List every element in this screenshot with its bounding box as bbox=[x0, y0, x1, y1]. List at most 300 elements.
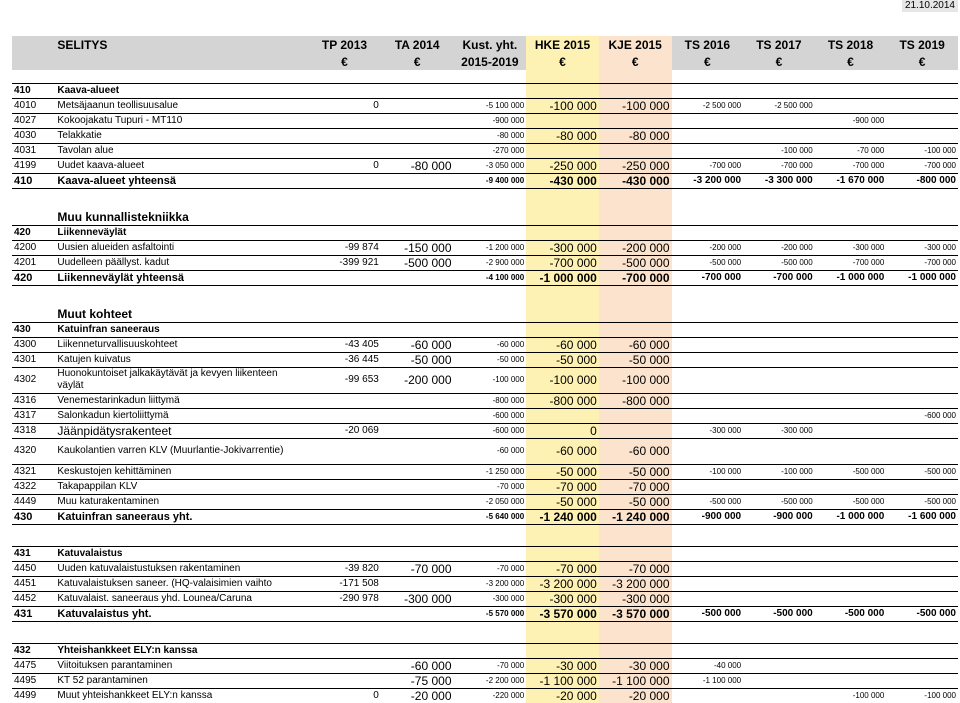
row-code: 4322 bbox=[12, 479, 55, 494]
cell-ts2018 bbox=[815, 561, 887, 576]
cell-ts2018 bbox=[815, 438, 887, 464]
cell-ts2016: -500 000 bbox=[672, 494, 744, 509]
cell-hke2015 bbox=[526, 113, 599, 128]
cell-tp2013 bbox=[308, 494, 381, 509]
cell-kust: -9 400 000 bbox=[454, 173, 527, 188]
group-code: 420 bbox=[12, 225, 55, 240]
row-code: 430 bbox=[12, 509, 55, 524]
group-title: Katuinfran saneeraus bbox=[55, 322, 308, 337]
cell-ts2017: -200 000 bbox=[743, 240, 815, 255]
cell-kje2015: -1 240 000 bbox=[599, 509, 672, 524]
cell-tp2013: 0 bbox=[308, 688, 381, 703]
cell-kust: -50 000 bbox=[454, 352, 527, 367]
cell-kje2015: -70 000 bbox=[599, 561, 672, 576]
cell-ts2017: -500 000 bbox=[743, 606, 815, 621]
budget-table bbox=[12, 36, 958, 703]
cell-kust: -60 000 bbox=[454, 438, 527, 464]
total-row bbox=[12, 606, 958, 621]
group-heading-row bbox=[12, 643, 958, 658]
cell-ts2016 bbox=[672, 688, 744, 703]
cell-ts2017 bbox=[743, 408, 815, 423]
cell-tp2013 bbox=[308, 606, 381, 621]
cell-kje2015: -80 000 bbox=[599, 128, 672, 143]
row-code: 4320 bbox=[12, 438, 55, 464]
row-description: Katujen kuivatus bbox=[55, 352, 308, 367]
cell-ts2019 bbox=[886, 576, 958, 591]
cell-kust: -5 640 000 bbox=[454, 509, 527, 524]
cell-ts2016: -3 200 000 bbox=[672, 173, 744, 188]
cell-ts2018 bbox=[815, 98, 887, 113]
euro-unit: € bbox=[599, 53, 672, 70]
cell-kust: -220 000 bbox=[454, 688, 527, 703]
group-heading-row bbox=[12, 546, 958, 561]
cell-ts2019: -500 000 bbox=[886, 494, 958, 509]
cell-ts2017: -100 000 bbox=[743, 143, 815, 158]
cell-ts2018 bbox=[815, 673, 887, 688]
euro-unit: € bbox=[886, 53, 958, 70]
cell-hke2015: -20 000 bbox=[526, 688, 599, 703]
cell-ts2016: -700 000 bbox=[672, 270, 744, 285]
cell-kust: -70 000 bbox=[454, 479, 527, 494]
cell-ts2018 bbox=[815, 352, 887, 367]
cell-ts2018: -500 000 bbox=[815, 606, 887, 621]
cell-ts2016: -300 000 bbox=[672, 423, 744, 438]
table-row bbox=[12, 658, 958, 673]
cell-ts2018 bbox=[815, 423, 887, 438]
cell-kje2015 bbox=[599, 143, 672, 158]
cell-ts2019: -100 000 bbox=[886, 143, 958, 158]
cell-kust: -5 100 000 bbox=[454, 98, 527, 113]
cell-ts2017 bbox=[743, 113, 815, 128]
table-row bbox=[12, 393, 958, 408]
header-ts2018: TS 2018 bbox=[815, 36, 887, 53]
cell-tp2013 bbox=[308, 128, 381, 143]
row-description: Katuvalaist. saneeraus yhd. Lounea/Caruna bbox=[55, 591, 308, 606]
cell-ts2018: -700 000 bbox=[815, 255, 887, 270]
euro-unit: € bbox=[308, 53, 381, 70]
cell-tp2013: 0 bbox=[308, 158, 381, 173]
header-kje2015: KJE 2015 bbox=[599, 36, 672, 53]
row-code: 4499 bbox=[12, 688, 55, 703]
cell-kust: -270 000 bbox=[454, 143, 527, 158]
cell-kje2015 bbox=[599, 423, 672, 438]
cell-kje2015: -60 000 bbox=[599, 438, 672, 464]
row-code: 420 bbox=[12, 270, 55, 285]
cell-tp2013: -43 405 bbox=[308, 337, 381, 352]
cell-ts2016 bbox=[672, 576, 744, 591]
row-code: 4300 bbox=[12, 337, 55, 352]
header-selitys: SELITYS bbox=[55, 36, 308, 53]
cell-ta2014 bbox=[381, 464, 454, 479]
row-code: 4201 bbox=[12, 255, 55, 270]
cell-ts2017: -700 000 bbox=[743, 270, 815, 285]
cell-ts2018: -70 000 bbox=[815, 143, 887, 158]
group-title: Katuvalaistus bbox=[55, 546, 308, 561]
cell-ts2019 bbox=[886, 591, 958, 606]
cell-ta2014: -70 000 bbox=[381, 561, 454, 576]
cell-hke2015: -1 100 000 bbox=[526, 673, 599, 688]
cell-ts2016 bbox=[672, 128, 744, 143]
cell-ta2014: -50 000 bbox=[381, 352, 454, 367]
cell-ts2017 bbox=[743, 561, 815, 576]
cell-kje2015: -200 000 bbox=[599, 240, 672, 255]
cell-tp2013: -399 921 bbox=[308, 255, 381, 270]
cell-kust: -300 000 bbox=[454, 591, 527, 606]
group-title: Liikenneväylät bbox=[55, 225, 308, 240]
cell-ts2018: -100 000 bbox=[815, 688, 887, 703]
cell-ts2019 bbox=[886, 367, 958, 393]
row-code: 4318 bbox=[12, 423, 55, 438]
header-ts2019: TS 2019 bbox=[886, 36, 958, 53]
header-row-units bbox=[12, 53, 958, 70]
table-row bbox=[12, 98, 958, 113]
cell-ta2014: -75 000 bbox=[381, 673, 454, 688]
cell-hke2015: -3 200 000 bbox=[526, 576, 599, 591]
cell-ts2017: -900 000 bbox=[743, 509, 815, 524]
row-code: 4317 bbox=[12, 408, 55, 423]
cell-tp2013: -20 069 bbox=[308, 423, 381, 438]
cell-ts2019 bbox=[886, 337, 958, 352]
table-row bbox=[12, 438, 958, 464]
row-code: 4301 bbox=[12, 352, 55, 367]
cell-ts2016: -1 100 000 bbox=[672, 673, 744, 688]
row-description: Metsäjaanun teollisuusalue bbox=[55, 98, 308, 113]
cell-kje2015: -20 000 bbox=[599, 688, 672, 703]
cell-ts2016 bbox=[672, 113, 744, 128]
row-code: 4027 bbox=[12, 113, 55, 128]
cell-kust: -1 200 000 bbox=[454, 240, 527, 255]
cell-kust: -2 050 000 bbox=[454, 494, 527, 509]
cell-kje2015 bbox=[599, 113, 672, 128]
spacer-row bbox=[12, 524, 958, 546]
cell-ts2019 bbox=[886, 479, 958, 494]
cell-ts2019 bbox=[886, 438, 958, 464]
table-row bbox=[12, 591, 958, 606]
cell-ts2018 bbox=[815, 408, 887, 423]
cell-tp2013: -99 874 bbox=[308, 240, 381, 255]
cell-ts2019 bbox=[886, 673, 958, 688]
cell-kje2015: -500 000 bbox=[599, 255, 672, 270]
cell-ts2017 bbox=[743, 673, 815, 688]
section-heading-row bbox=[12, 210, 958, 225]
table-row bbox=[12, 352, 958, 367]
cell-kust: -100 000 bbox=[454, 367, 527, 393]
row-code: 4031 bbox=[12, 143, 55, 158]
cell-tp2013 bbox=[308, 173, 381, 188]
cell-ts2018: -300 000 bbox=[815, 240, 887, 255]
row-description: Muut yhteishankkeet ELY:n kanssa bbox=[55, 688, 308, 703]
cell-tp2013 bbox=[308, 479, 381, 494]
cell-kje2015: -50 000 bbox=[599, 352, 672, 367]
cell-ta2014: -20 000 bbox=[381, 688, 454, 703]
cell-ts2019 bbox=[886, 352, 958, 367]
cell-ts2017: -2 500 000 bbox=[743, 98, 815, 113]
row-description: Keskustojen kehittäminen bbox=[55, 464, 308, 479]
cell-kust: -2 200 000 bbox=[454, 673, 527, 688]
group-heading-row bbox=[12, 83, 958, 98]
row-code: 4449 bbox=[12, 494, 55, 509]
spacer-row bbox=[12, 70, 958, 83]
group-heading-row bbox=[12, 225, 958, 240]
cell-ts2018 bbox=[815, 128, 887, 143]
group-code: 431 bbox=[12, 546, 55, 561]
row-description: Katuvalaistuksen saneer. (HQ-valaisimien vaihto bbox=[55, 576, 308, 591]
cell-hke2015: -70 000 bbox=[526, 479, 599, 494]
cell-ts2019: -800 000 bbox=[886, 173, 958, 188]
euro-unit: € bbox=[815, 53, 887, 70]
cell-ts2019: -1 600 000 bbox=[886, 509, 958, 524]
cell-ts2018: -1 670 000 bbox=[815, 173, 887, 188]
cell-ts2016: -500 000 bbox=[672, 606, 744, 621]
row-description: Muu katurakentaminen bbox=[55, 494, 308, 509]
cell-ts2016 bbox=[672, 591, 744, 606]
cell-ts2016: -500 000 bbox=[672, 255, 744, 270]
cell-ts2017: -300 000 bbox=[743, 423, 815, 438]
cell-kje2015: -60 000 bbox=[599, 337, 672, 352]
cell-ts2016 bbox=[672, 438, 744, 464]
cell-kust: -70 000 bbox=[454, 658, 527, 673]
cell-ts2019 bbox=[886, 128, 958, 143]
row-description: Kokoojakatu Tupuri - MT110 bbox=[55, 113, 308, 128]
cell-tp2013 bbox=[308, 673, 381, 688]
cell-ts2019: -300 000 bbox=[886, 240, 958, 255]
cell-tp2013 bbox=[308, 270, 381, 285]
cell-tp2013: -39 820 bbox=[308, 561, 381, 576]
row-description: Uuden katuvalaistustuksen rakentaminen bbox=[55, 561, 308, 576]
cell-hke2015: -3 570 000 bbox=[526, 606, 599, 621]
cell-kje2015: -430 000 bbox=[599, 173, 672, 188]
cell-ta2014: -80 000 bbox=[381, 158, 454, 173]
cell-kust: -4 100 000 bbox=[454, 270, 527, 285]
group-code: 432 bbox=[12, 643, 55, 658]
cell-ta2014 bbox=[381, 576, 454, 591]
cell-ts2019: -100 000 bbox=[886, 688, 958, 703]
cell-kje2015: -50 000 bbox=[599, 494, 672, 509]
cell-ts2017 bbox=[743, 352, 815, 367]
table-row bbox=[12, 494, 958, 509]
cell-ta2014 bbox=[381, 270, 454, 285]
cell-ta2014 bbox=[381, 494, 454, 509]
cell-ts2016 bbox=[672, 561, 744, 576]
table-row bbox=[12, 143, 958, 158]
header-kust: Kust. yht. bbox=[454, 36, 527, 53]
cell-kust: -3 200 000 bbox=[454, 576, 527, 591]
cell-kje2015: -50 000 bbox=[599, 464, 672, 479]
cell-kje2015: -100 000 bbox=[599, 98, 672, 113]
cell-kust: -800 000 bbox=[454, 393, 527, 408]
cell-ts2017 bbox=[743, 367, 815, 393]
row-description: Telakkatie bbox=[55, 128, 308, 143]
cell-tp2013 bbox=[308, 393, 381, 408]
table-row bbox=[12, 561, 958, 576]
table-row bbox=[12, 337, 958, 352]
cell-ta2014: -200 000 bbox=[381, 367, 454, 393]
euro-unit: € bbox=[672, 53, 744, 70]
table-row bbox=[12, 576, 958, 591]
row-description: Salonkadun kiertoliittymä bbox=[55, 408, 308, 423]
cell-ta2014 bbox=[381, 408, 454, 423]
row-code: 431 bbox=[12, 606, 55, 621]
row-description: Liikenneväylät yhteensä bbox=[55, 270, 308, 285]
cell-kje2015: -70 000 bbox=[599, 479, 672, 494]
section-title: Muut kohteet bbox=[57, 307, 133, 322]
row-code: 4495 bbox=[12, 673, 55, 688]
cell-tp2013 bbox=[308, 658, 381, 673]
cell-hke2015: -1 240 000 bbox=[526, 509, 599, 524]
cell-ts2019: -1 000 000 bbox=[886, 270, 958, 285]
row-code: 4450 bbox=[12, 561, 55, 576]
cell-hke2015: -30 000 bbox=[526, 658, 599, 673]
group-heading-row bbox=[12, 322, 958, 337]
cell-ts2017 bbox=[743, 128, 815, 143]
total-row bbox=[12, 509, 958, 524]
row-description: Katuvalaistus yht. bbox=[55, 606, 308, 621]
cell-ta2014 bbox=[381, 423, 454, 438]
cell-ts2019 bbox=[886, 98, 958, 113]
cell-tp2013: 0 bbox=[308, 98, 381, 113]
row-description: Takapappilan KLV bbox=[55, 479, 308, 494]
cell-hke2015: -800 000 bbox=[526, 393, 599, 408]
cell-kje2015: -3 200 000 bbox=[599, 576, 672, 591]
table-row bbox=[12, 113, 958, 128]
row-description: KT 52 parantaminen bbox=[55, 673, 308, 688]
table-row bbox=[12, 255, 958, 270]
cell-hke2015 bbox=[526, 143, 599, 158]
cell-kust: -60 000 bbox=[454, 337, 527, 352]
cell-ts2019 bbox=[886, 658, 958, 673]
cell-ts2018: -700 000 bbox=[815, 158, 887, 173]
group-title: Yhteishankkeet ELY:n kanssa bbox=[55, 643, 308, 658]
table-row bbox=[12, 158, 958, 173]
cell-ta2014: -300 000 bbox=[381, 591, 454, 606]
row-description: Katuinfran saneeraus yht. bbox=[55, 509, 308, 524]
cell-kje2015: -30 000 bbox=[599, 658, 672, 673]
cell-ts2017 bbox=[743, 337, 815, 352]
row-description: Huonokuntoiset jalkakäytävät ja kevyen liikenteen väylät bbox=[55, 367, 308, 393]
cell-kje2015: -3 570 000 bbox=[599, 606, 672, 621]
cell-tp2013: -171 508 bbox=[308, 576, 381, 591]
section-title: Muu kunnallistekniikka bbox=[57, 210, 189, 225]
header-ta2014: TA 2014 bbox=[381, 36, 454, 53]
cell-tp2013 bbox=[308, 408, 381, 423]
cell-hke2015: -60 000 bbox=[526, 337, 599, 352]
table-row bbox=[12, 464, 958, 479]
section-heading-row bbox=[12, 307, 958, 322]
cell-ts2019: -700 000 bbox=[886, 255, 958, 270]
cell-ts2016 bbox=[672, 367, 744, 393]
table-row bbox=[12, 408, 958, 423]
header-ts2016: TS 2016 bbox=[672, 36, 744, 53]
cell-ts2018 bbox=[815, 393, 887, 408]
group-code: 410 bbox=[12, 83, 55, 98]
cell-ts2019 bbox=[886, 423, 958, 438]
cell-ts2016 bbox=[672, 143, 744, 158]
cell-ts2017 bbox=[743, 576, 815, 591]
cell-ts2019: -600 000 bbox=[886, 408, 958, 423]
cell-kje2015: -100 000 bbox=[599, 367, 672, 393]
cell-kje2015: -250 000 bbox=[599, 158, 672, 173]
cell-kje2015: -800 000 bbox=[599, 393, 672, 408]
cell-hke2015: -80 000 bbox=[526, 128, 599, 143]
cell-kje2015 bbox=[599, 408, 672, 423]
cell-tp2013: -36 445 bbox=[308, 352, 381, 367]
cell-ta2014 bbox=[381, 606, 454, 621]
cell-ts2018 bbox=[815, 658, 887, 673]
cell-hke2015 bbox=[526, 408, 599, 423]
spacer-row bbox=[12, 188, 958, 210]
table-row bbox=[12, 367, 958, 393]
cell-kust: -1 250 000 bbox=[454, 464, 527, 479]
cell-ts2016: -200 000 bbox=[672, 240, 744, 255]
cell-hke2015: -700 000 bbox=[526, 255, 599, 270]
row-description: Uudet kaava-alueet bbox=[55, 158, 308, 173]
cell-tp2013 bbox=[308, 438, 381, 464]
date-label: 21.10.2014 bbox=[902, 0, 958, 12]
cell-ts2017: -100 000 bbox=[743, 464, 815, 479]
row-description: Venemestarinkadun liittymä bbox=[55, 393, 308, 408]
cell-hke2015: -50 000 bbox=[526, 352, 599, 367]
cell-hke2015: -250 000 bbox=[526, 158, 599, 173]
euro-unit: € bbox=[743, 53, 815, 70]
table-row bbox=[12, 128, 958, 143]
cell-tp2013 bbox=[308, 113, 381, 128]
row-description: Uusien alueiden asfaltointi bbox=[55, 240, 308, 255]
group-code: 430 bbox=[12, 322, 55, 337]
cell-ts2018 bbox=[815, 576, 887, 591]
row-code: 4451 bbox=[12, 576, 55, 591]
header-hke2015: HKE 2015 bbox=[526, 36, 599, 53]
euro-unit: € bbox=[381, 53, 454, 70]
cell-ts2019 bbox=[886, 561, 958, 576]
cell-ts2019 bbox=[886, 393, 958, 408]
row-code: 4321 bbox=[12, 464, 55, 479]
table-row bbox=[12, 688, 958, 703]
cell-tp2013: -290 978 bbox=[308, 591, 381, 606]
cell-ts2016 bbox=[672, 479, 744, 494]
row-code: 4200 bbox=[12, 240, 55, 255]
cell-ts2018 bbox=[815, 591, 887, 606]
cell-tp2013: -99 653 bbox=[308, 367, 381, 393]
cell-tp2013 bbox=[308, 464, 381, 479]
cell-ts2018 bbox=[815, 479, 887, 494]
row-description: Jäänpidätysrakenteet bbox=[55, 423, 308, 438]
row-code: 4010 bbox=[12, 98, 55, 113]
cell-kust: -900 000 bbox=[454, 113, 527, 128]
row-code: 410 bbox=[12, 173, 55, 188]
cell-tp2013 bbox=[308, 509, 381, 524]
header-ts2017: TS 2017 bbox=[743, 36, 815, 53]
euro-unit: € bbox=[526, 53, 599, 70]
cell-ta2014: -60 000 bbox=[381, 337, 454, 352]
cell-ts2019 bbox=[886, 113, 958, 128]
cell-ts2016: -900 000 bbox=[672, 509, 744, 524]
cell-ts2016 bbox=[672, 393, 744, 408]
cell-ts2016: -2 500 000 bbox=[672, 98, 744, 113]
cell-ta2014 bbox=[381, 143, 454, 158]
cell-ts2017 bbox=[743, 688, 815, 703]
cell-ts2018 bbox=[815, 337, 887, 352]
cell-ts2017: -500 000 bbox=[743, 494, 815, 509]
cell-hke2015: -50 000 bbox=[526, 494, 599, 509]
cell-ts2017 bbox=[743, 393, 815, 408]
total-row bbox=[12, 173, 958, 188]
cell-hke2015: -60 000 bbox=[526, 438, 599, 464]
cell-kust: -600 000 bbox=[454, 423, 527, 438]
cell-kust: -80 000 bbox=[454, 128, 527, 143]
table-row bbox=[12, 423, 958, 438]
row-code: 4452 bbox=[12, 591, 55, 606]
cell-hke2015: -70 000 bbox=[526, 561, 599, 576]
